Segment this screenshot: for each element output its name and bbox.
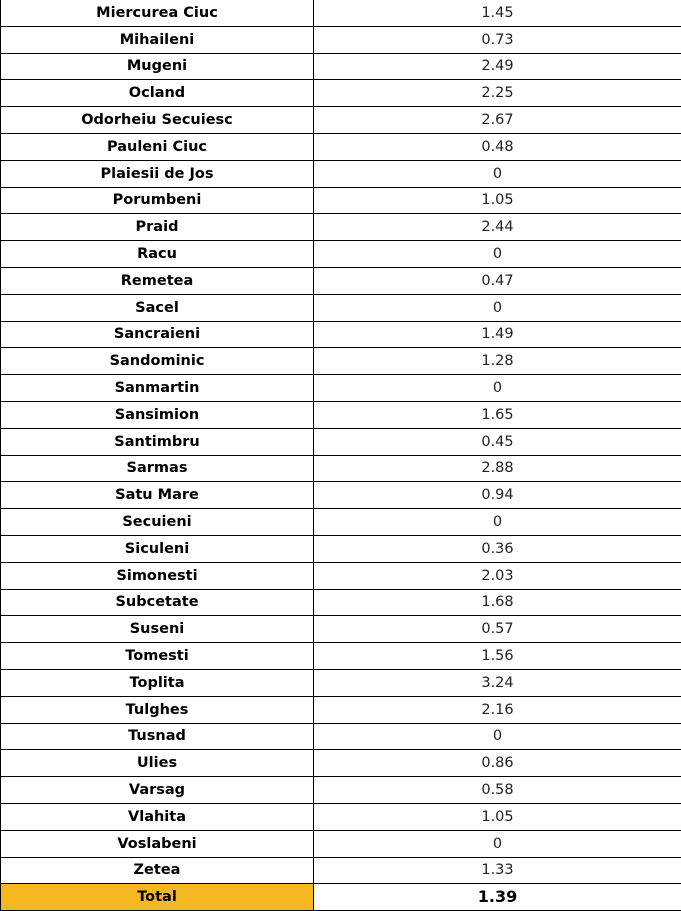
- locality-name: Ocland: [1, 80, 314, 107]
- table-row: [1, 669, 681, 696]
- table-row: [1, 723, 681, 750]
- locality-value: 0: [314, 294, 681, 321]
- table-row: [1, 160, 681, 187]
- locality-value: 0: [314, 723, 681, 750]
- locality-value: 2.67: [314, 107, 681, 134]
- locality-name: Voslabeni: [1, 830, 314, 857]
- table-row: [1, 107, 681, 134]
- locality-value: 2.03: [314, 562, 681, 589]
- locality-name: Mihaileni: [1, 26, 314, 53]
- table-row: [1, 535, 681, 562]
- table-row: [1, 214, 681, 241]
- locality-name: Tusnad: [1, 723, 314, 750]
- table-row: [1, 562, 681, 589]
- locality-value: 1.28: [314, 348, 681, 375]
- locality-name: Zetea: [1, 857, 314, 884]
- total-label: Total: [1, 884, 314, 911]
- table-row: [1, 133, 681, 160]
- table-row: [1, 643, 681, 670]
- locality-name: Pauleni Ciuc: [1, 133, 314, 160]
- total-row: [1, 884, 681, 911]
- locality-value: 1.33: [314, 857, 681, 884]
- locality-value: 3.24: [314, 669, 681, 696]
- locality-name: Sancraieni: [1, 321, 314, 348]
- locality-name: Plaiesii de Jos: [1, 160, 314, 187]
- table-row: [1, 830, 681, 857]
- locality-value: 2.88: [314, 455, 681, 482]
- locality-value: 2.49: [314, 53, 681, 80]
- locality-name: Varsag: [1, 777, 314, 804]
- locality-name: Sansimion: [1, 401, 314, 428]
- locality-name: Odorheiu Secuiesc: [1, 107, 314, 134]
- table-row: [1, 428, 681, 455]
- locality-name: Tulghes: [1, 696, 314, 723]
- locality-value: 0.48: [314, 133, 681, 160]
- locality-name: Subcetate: [1, 589, 314, 616]
- locality-value: 0.58: [314, 777, 681, 804]
- locality-name: Suseni: [1, 616, 314, 643]
- table-row: [1, 241, 681, 268]
- locality-value: 1.56: [314, 643, 681, 670]
- locality-name: Siculeni: [1, 535, 314, 562]
- table-row: [1, 375, 681, 402]
- table-row: [1, 294, 681, 321]
- locality-name: Praid: [1, 214, 314, 241]
- table-row: [1, 26, 681, 53]
- table-row: [1, 187, 681, 214]
- locality-value: 1.45: [314, 0, 681, 26]
- locality-value: 2.25: [314, 80, 681, 107]
- locality-name: Satu Mare: [1, 482, 314, 509]
- table-row: [1, 401, 681, 428]
- locality-name: Mugeni: [1, 53, 314, 80]
- table-row: [1, 777, 681, 804]
- locality-name: Secuieni: [1, 509, 314, 536]
- locality-name: Remetea: [1, 267, 314, 294]
- table-row: [1, 509, 681, 536]
- table-row: [1, 53, 681, 80]
- locality-value: 0.86: [314, 750, 681, 777]
- locality-name: Simonesti: [1, 562, 314, 589]
- table-row: [1, 616, 681, 643]
- locality-value: 0.57: [314, 616, 681, 643]
- total-value: 1.39: [314, 884, 681, 911]
- locality-value: 2.44: [314, 214, 681, 241]
- locality-name: Sanmartin: [1, 375, 314, 402]
- locality-value: 2.16: [314, 696, 681, 723]
- table-row: [1, 589, 681, 616]
- locality-value: 0: [314, 509, 681, 536]
- table-row: [1, 482, 681, 509]
- locality-value: 0.36: [314, 535, 681, 562]
- locality-name: Sarmas: [1, 455, 314, 482]
- locality-value: 0: [314, 160, 681, 187]
- locality-name: Porumbeni: [1, 187, 314, 214]
- locality-name: Toplita: [1, 669, 314, 696]
- locality-name: Ulies: [1, 750, 314, 777]
- table-row: [1, 803, 681, 830]
- table-row: [1, 267, 681, 294]
- table-row: [1, 455, 681, 482]
- locality-value: 0: [314, 241, 681, 268]
- table-row: [1, 0, 681, 26]
- locality-value: 1.05: [314, 803, 681, 830]
- locality-value: 1.68: [314, 589, 681, 616]
- table-row: [1, 750, 681, 777]
- locality-name: Vlahita: [1, 803, 314, 830]
- locality-name: Miercurea Ciuc: [1, 0, 314, 26]
- locality-value: 0: [314, 830, 681, 857]
- locality-name: Tomesti: [1, 643, 314, 670]
- locality-value: 1.65: [314, 401, 681, 428]
- locality-value: 0.94: [314, 482, 681, 509]
- locality-name: Sandominic: [1, 348, 314, 375]
- locality-name: Sacel: [1, 294, 314, 321]
- table-body: [1, 0, 681, 911]
- locality-value: 0.47: [314, 267, 681, 294]
- locality-value: 0.73: [314, 26, 681, 53]
- locality-name: Santimbru: [1, 428, 314, 455]
- locality-value: 0: [314, 375, 681, 402]
- locality-value: 1.49: [314, 321, 681, 348]
- table-row: [1, 321, 681, 348]
- locality-value: 1.05: [314, 187, 681, 214]
- locality-value: 0.45: [314, 428, 681, 455]
- locality-name: Racu: [1, 241, 314, 268]
- table-row: [1, 348, 681, 375]
- table-row: [1, 80, 681, 107]
- table-row: [1, 696, 681, 723]
